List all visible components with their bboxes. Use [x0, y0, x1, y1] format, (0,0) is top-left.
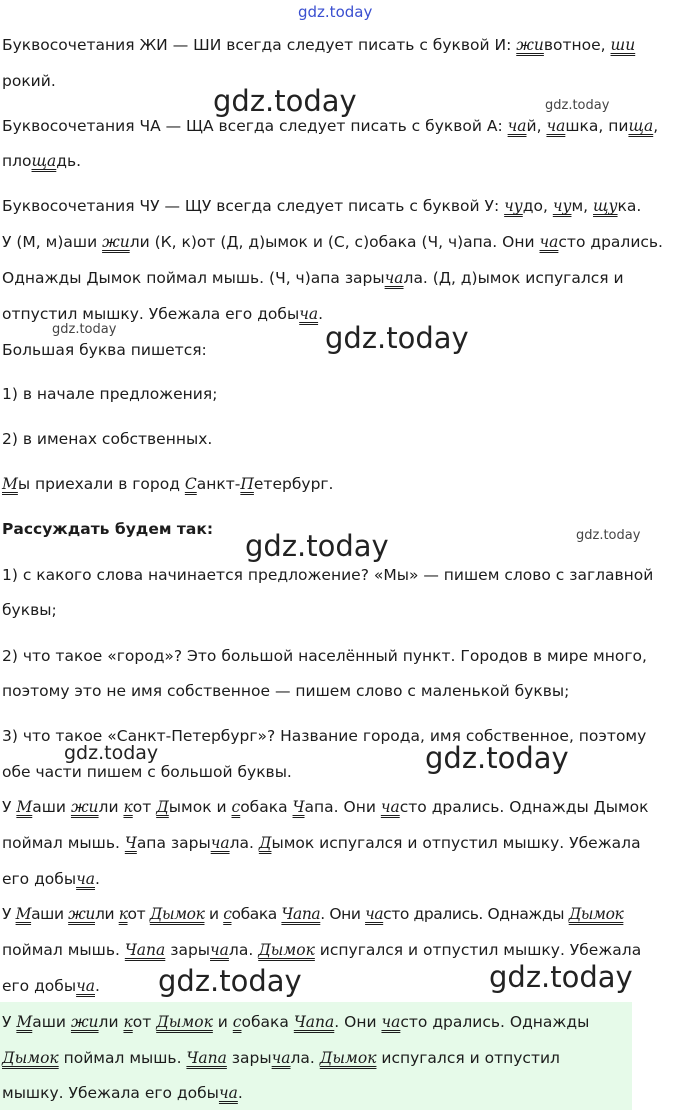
answer-2-line-3: его добыча.	[2, 977, 100, 995]
header-watermark: gdz.today	[298, 3, 373, 21]
exercise-line-3: отпустил мышку. Убежала его добыча.	[2, 305, 324, 323]
answer-1-line-3: его добыча.	[2, 870, 100, 888]
exercise-line-2: Однажды Дымок поймал мышь. (Ч, ч)апа зарычала. (Д, д)ымок испугался и	[2, 269, 624, 287]
answer-3-line-2: Дымок поймал мышь. Чапа зарычала. Дымок испугался и отпустил	[2, 1049, 560, 1067]
reasoning-title: Рассуждать будем так:	[2, 520, 214, 538]
watermark: gdz.today	[64, 742, 159, 764]
capital-rule-title: Большая буква пишется:	[2, 341, 207, 359]
rule-zhi-shi-cont: рокий.	[2, 72, 56, 90]
reasoning-line: буквы;	[2, 601, 57, 619]
answer-1-line-2: поймал мышь. Чапа зарычала. Дымок испугался и отпустил мышку. Убежала	[2, 834, 641, 852]
rule-chu-shchu: Буквосочетания ЧУ — ЩУ всегда следует писать с буквой У: чудо, чум, щука.	[2, 197, 642, 215]
capital-rule-item-1: 1) в начале предложения;	[2, 385, 218, 403]
watermark: gdz.today	[213, 84, 357, 118]
watermark: gdz.today	[489, 960, 633, 994]
reasoning-line: 3) что такое «Санкт-Петербург»? Название города, имя собственное, поэтому	[2, 727, 647, 745]
reasoning-line: поэтому это не имя собственное — пишем слово с маленькой буквы;	[2, 682, 570, 700]
rule-cha-shcha: Буквосочетания ЧА — ЩА всегда следует писать с буквой А: чай, чашка, пища,	[2, 117, 659, 135]
answer-3-line-3: мышку. Убежала его добыча.	[2, 1084, 243, 1102]
watermark: gdz.today	[245, 529, 389, 563]
reasoning-line: 2) что такое «город»? Это большой населённый пункт. Городов в мире много,	[2, 647, 647, 665]
answer-1-line-1: У Маши жили кот Дымок и собака Чапа. Они часто дрались. Однажды Дымок	[2, 798, 649, 816]
answer-3-line-1: У Маши жили кот Дымок и собака Чапа. Они часто дрались. Однажды	[2, 1013, 590, 1031]
reasoning-line: обе части пишем с большой буквы.	[2, 763, 292, 781]
reasoning-line: 1) с какого слова начинается предложение? «Мы» — пишем слово с заглавной	[2, 566, 654, 584]
watermark: gdz.today	[576, 528, 641, 543]
exercise-line-1: У (М, м)аши жили (К, к)от (Д, д)ымок и (С, с)обака (Ч, ч)апа. Они часто дрались.	[2, 233, 663, 251]
answer-2-line-2: поймал мышь. Чапа зарычала. Дымок испугался и отпустил мышку. Убежала	[2, 941, 642, 959]
capital-rule-item-2: 2) в именах собственных.	[2, 430, 213, 448]
watermark: gdz.today	[545, 98, 610, 113]
watermark: gdz.today	[158, 964, 302, 998]
watermark: gdz.today	[325, 321, 469, 355]
watermark: gdz.today	[425, 741, 569, 775]
rule-zhi-shi: Буквосочетания ЖИ — ШИ всегда следует писать с буквой И: животное, ши	[2, 36, 636, 54]
answer-2-line-1: У Маши жили кот Дымок и собака Чапа. Они часто дрались. Однажды Дымок	[2, 905, 624, 923]
example-sentence: Мы приехали в город Санкт-Петербург.	[2, 475, 334, 493]
watermark: gdz.today	[52, 322, 117, 337]
rule-cha-shcha-cont: площадь.	[2, 152, 82, 170]
